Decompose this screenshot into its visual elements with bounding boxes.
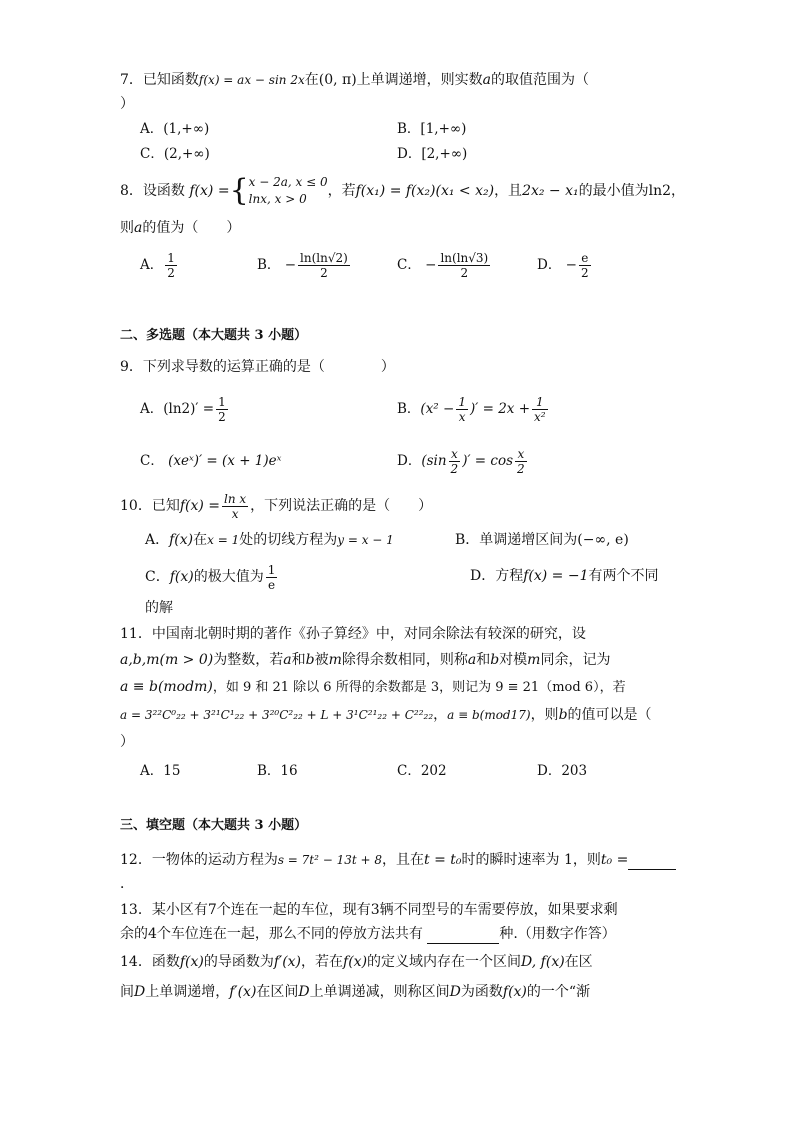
q7-option-b[interactable] [397, 119, 466, 139]
option-label: A． [140, 257, 164, 273]
option-label: D． [537, 763, 562, 779]
q13-answer-blank[interactable] [427, 943, 499, 944]
q8-text: ，若 [327, 183, 356, 199]
option-label: C． [145, 569, 170, 585]
expr: s = 7t² − 13t + 8 [277, 853, 383, 867]
sign: − [425, 257, 437, 273]
text: 一物体的运动方程为 [151, 852, 278, 868]
expr: m [527, 652, 541, 668]
expr: D [134, 984, 146, 1000]
denominator: x [458, 410, 466, 424]
q12-stem [120, 850, 676, 870]
text: 对模 [499, 652, 528, 668]
q9-a-fraction [216, 395, 228, 424]
expr: a [283, 652, 292, 668]
q11-number: 11． [120, 626, 152, 642]
text: 上单调递减，则称区间 [309, 984, 450, 1000]
expr: b [305, 652, 315, 668]
option-label: A． [145, 532, 170, 548]
text: 和 [476, 652, 491, 668]
option-value: (1,+∞) [163, 121, 210, 137]
option-label: B． [257, 257, 281, 273]
q7-text: 已知函数 [142, 72, 199, 88]
q13-number: 13． [120, 902, 152, 918]
q11-option-c[interactable] [397, 761, 447, 781]
q9-stem [120, 357, 395, 377]
denominator: 2 [517, 462, 525, 476]
expr: f(x) [343, 954, 368, 970]
option-value: [1,+∞) [420, 121, 467, 137]
expr: (−∞, e) [577, 532, 629, 548]
denominator: 2 [218, 410, 226, 424]
text: 的导函数为 [203, 954, 274, 970]
q8-option-d[interactable] [537, 250, 593, 280]
option-label: A． [140, 401, 164, 417]
text: 的定义域内存在一个区间 [367, 954, 522, 970]
expr: (xeˣ)′ = (x + 1)eˣ [168, 453, 282, 469]
option-label: B． [397, 121, 421, 137]
q7-text: 在 [304, 72, 319, 88]
sign: − [284, 257, 297, 273]
q9-option-a[interactable] [140, 394, 230, 424]
q10-text: 已知 [151, 498, 180, 514]
denominator: x [231, 506, 239, 521]
denominator: 2 [320, 266, 328, 280]
numerator: 1 [167, 251, 175, 265]
q10-option-b[interactable] [455, 530, 629, 550]
q8-text: ，且 [494, 183, 523, 199]
q11-option-d[interactable] [537, 761, 587, 781]
text: ， [433, 707, 448, 723]
option-label: B． [397, 401, 421, 417]
option-label: D． [470, 568, 496, 584]
q9-d-fraction-1 [449, 447, 461, 476]
text: 函数 [151, 954, 180, 970]
section-2-title: 二、多选题（本大题共 3 小题） [120, 328, 308, 343]
numerator: ln(ln√2) [300, 251, 348, 265]
sign: − [565, 257, 577, 273]
option-label: A． [140, 121, 164, 137]
q8-option-b[interactable] [257, 250, 352, 280]
text: 的值可以是（ [567, 707, 652, 723]
option-label: C． [140, 146, 164, 162]
q11-line4 [120, 705, 652, 725]
expr: t₀ = [600, 852, 629, 868]
text: ，如 9 和 21 除以 6 所得的余数都是 3，则记为 9 ≡ 21（mod 6），若 [212, 680, 626, 695]
expr: )′ = 2x + [469, 401, 531, 417]
q9-text: 下列求导数的运算正确的是（ ） [142, 359, 395, 375]
expr: f′(x) [273, 954, 302, 970]
numerator: 1 [267, 562, 276, 577]
text: 时的瞬时速率为 1，则 [461, 852, 601, 868]
q8-option-c[interactable] [397, 250, 492, 280]
q7-text: 的取值范围为（ [491, 72, 590, 88]
q8-option-a[interactable] [140, 250, 179, 280]
q10-fraction [222, 492, 248, 521]
text: 被 [314, 652, 329, 668]
q11-option-b[interactable] [257, 761, 298, 781]
section-3-title: 三、填空题（本大题共 3 小题） [120, 818, 308, 833]
q8-c-fraction [438, 251, 490, 280]
q8-stem [120, 172, 685, 210]
q11-close: ） [120, 734, 134, 750]
expr: b [490, 652, 500, 668]
q10-text: ，下列说法正确的是（ ） [250, 498, 433, 514]
expr: f(x) [169, 569, 194, 585]
q14-line2 [120, 982, 590, 1002]
q14-number: 14． [120, 954, 152, 970]
q8-b-fraction [298, 251, 350, 280]
q11-option-a[interactable] [140, 761, 180, 781]
q7-interval: (0, π) [318, 72, 357, 88]
denominator: 2 [580, 266, 589, 280]
text: 种.（用数字作答） [499, 926, 616, 942]
text: 在区 [564, 954, 593, 970]
expr: (x² − [420, 401, 455, 417]
expr: t = t₀ [424, 852, 462, 868]
expr: f(x) [179, 954, 204, 970]
q8-text: ， [671, 183, 686, 199]
denominator: 2 [450, 462, 459, 476]
q8-var: a [134, 220, 143, 236]
text: 和 [291, 652, 306, 668]
q7-close: ） [120, 96, 134, 112]
expr: a ≡ b(modm) [120, 679, 213, 695]
expr: a [467, 652, 477, 668]
q7-text: 上单调递增，则实数 [356, 72, 483, 88]
q10-option-d-cont: 的解 [145, 600, 173, 616]
text: 在区间 [256, 984, 299, 1000]
text: 除得余数相同，则称 [341, 652, 468, 668]
q7-option-c[interactable] [140, 144, 210, 164]
option-label: D． [397, 453, 422, 469]
text: 同余，记为 [540, 652, 611, 668]
expr: )′ = cos [462, 453, 514, 469]
expr: D, f(x) [521, 954, 565, 970]
expr: f′(x) [229, 984, 257, 1000]
numerator: x [449, 447, 461, 462]
q8-function: f(x) = [189, 183, 230, 199]
expr: m [328, 652, 342, 668]
q9-option-c[interactable] [140, 446, 281, 476]
q10-number: 10． [120, 498, 152, 514]
q10-option-d[interactable] [470, 566, 659, 586]
q14-line1 [120, 952, 593, 972]
option-label: D． [537, 257, 562, 273]
q9-b-fraction-1 [456, 395, 468, 424]
q13-line1 [120, 900, 618, 920]
expr: f(x) [502, 984, 527, 1000]
q8-expression: 2x₂ − x₁ [522, 183, 579, 199]
q8-brace: { [229, 173, 249, 208]
q11-line2 [120, 650, 610, 670]
numerator: 1 [458, 395, 466, 409]
expr: f(x) [169, 532, 194, 548]
option-label: C． [397, 763, 421, 779]
q8-min-value: ln2 [648, 183, 672, 199]
denominator: x² [534, 410, 546, 424]
expr: (ln2)′ = [163, 401, 215, 417]
q12-number: 12． [120, 852, 152, 868]
numerator: ln(ln√3) [440, 251, 489, 265]
q11-line1 [120, 624, 586, 644]
expr: a = 3²²C⁰₂₂ + 3²¹C¹₂₂ + 3²⁰C²₂₂ + L + 3¹C²¹₂₂ + C²²₂₂ [120, 708, 434, 722]
q7-option-a[interactable] [140, 119, 209, 139]
expr: (sin [421, 453, 447, 469]
text: 为整数，若 [213, 652, 284, 668]
expr: D [298, 984, 310, 1000]
q12-answer-blank[interactable] [628, 869, 676, 870]
option-label: B． [257, 763, 281, 779]
q7-option-d[interactable] [397, 144, 467, 164]
option-value: (2,+∞) [163, 146, 210, 162]
option-label: C． [140, 453, 164, 469]
numerator: ln x [224, 491, 247, 506]
numerator: 1 [532, 395, 548, 410]
q8-number: 8． [120, 183, 143, 199]
text: 上单调递增， [145, 984, 230, 1000]
text: 余的4个车位连在一起，那么不同的停放方法共有 [120, 926, 423, 942]
q11-text: 中国南北朝时期的著作《孙子算经》中，对同余除法有较深的研究，设 [151, 626, 586, 642]
q10-c-fraction [266, 563, 278, 592]
q9-option-b[interactable] [397, 394, 550, 424]
expr: x = 1 [207, 533, 240, 547]
q9-d-fraction-2 [515, 447, 527, 476]
q7-number: 7． [120, 72, 143, 88]
text: 方程 [495, 568, 524, 584]
text: 的一个“渐 [526, 984, 591, 1000]
option-label: C． [397, 257, 421, 273]
q8-text: 则 [120, 220, 134, 236]
q11-line3 [120, 677, 626, 698]
q7-function: f(x) = ax − sin 2x [198, 73, 305, 87]
option-label: D． [397, 146, 422, 162]
option-value: 16 [280, 763, 298, 779]
q12-end: ． [120, 876, 134, 892]
option-value: 15 [163, 763, 181, 779]
option-label: B． [455, 532, 480, 548]
expr: b [558, 707, 568, 723]
denominator: 2 [167, 266, 175, 280]
text: 某小区有7个连在一起的车位，现有3辆不同型号的车需要停放，如果要求剩 [151, 902, 618, 918]
q9-b-fraction-2 [532, 395, 548, 424]
q7-var: a [482, 72, 492, 88]
text: ，则 [530, 707, 559, 723]
q10-option-c[interactable] [145, 562, 279, 592]
option-value: [2,+∞) [421, 146, 468, 162]
q10-option-a[interactable] [145, 530, 394, 550]
q9-number: 9． [120, 359, 143, 375]
expr: a,b,m(m > 0) [120, 652, 214, 668]
text: 单调递增区间为 [479, 532, 578, 548]
expr: y = x − 1 [337, 533, 394, 547]
text: 间 [120, 984, 134, 1000]
q8-case-1: x − 2a, x ≤ 0 [248, 175, 328, 189]
numerator: e [579, 251, 591, 266]
text: 处的切线方程为 [239, 532, 338, 548]
expr: D [449, 984, 461, 1000]
numerator: 1 [218, 395, 226, 409]
q8-text: 的值为（ ） [142, 220, 241, 236]
expr: a ≡ b(mod17) [447, 708, 531, 722]
q8-d-fraction [579, 251, 591, 280]
denominator: 2 [460, 266, 469, 280]
q7-stem [120, 70, 589, 90]
numerator: x [515, 447, 527, 462]
text: 为函数 [460, 984, 503, 1000]
text: 在 [193, 532, 208, 548]
text: 的极大值为 [193, 569, 264, 585]
text: 有两个不同 [588, 568, 659, 584]
q8-condition: f(x₁) = f(x₂)(x₁ < x₂) [355, 183, 495, 199]
q9-option-d[interactable] [397, 446, 529, 476]
q8-a-fraction [165, 251, 177, 280]
q10-function: f(x) = [179, 498, 221, 514]
q8-text: 的最小值为 [578, 183, 649, 199]
denominator: e [268, 577, 276, 592]
text: ，若在 [301, 954, 344, 970]
q13-line2 [120, 924, 616, 944]
q8-line2 [120, 218, 240, 238]
q10-stem [120, 490, 432, 522]
expr: f(x) = −1 [523, 568, 589, 584]
q8-text: 设函数 [142, 183, 185, 199]
option-value: 203 [561, 763, 588, 779]
q8-case-2: lnx, x > 0 [248, 192, 307, 206]
q8-cases [249, 174, 328, 208]
option-label: A． [140, 763, 164, 779]
option-value: 202 [420, 763, 447, 779]
text: ，且在 [382, 852, 425, 868]
